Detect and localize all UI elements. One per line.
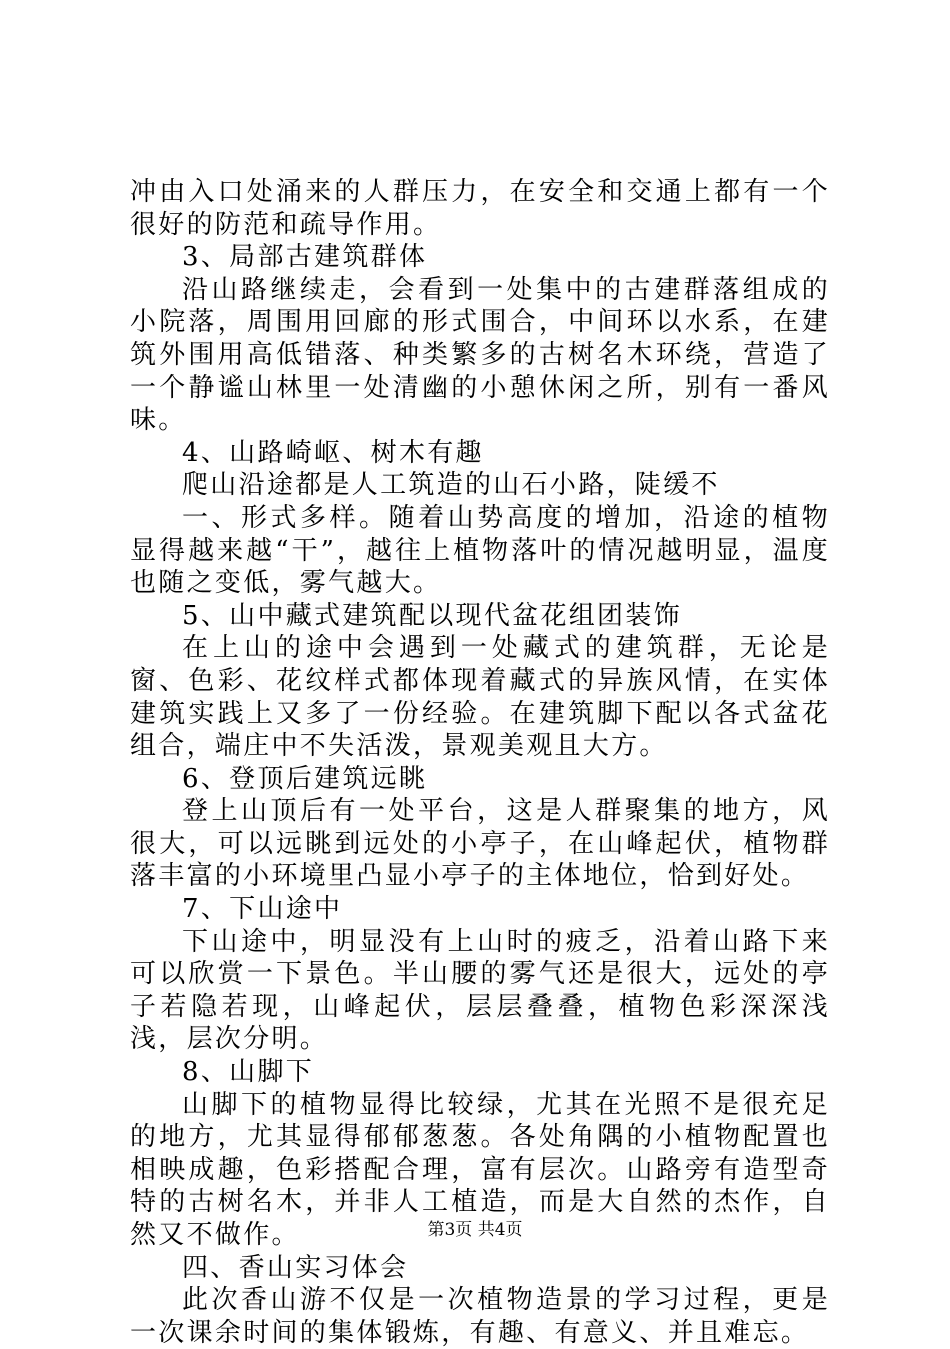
paragraph-summit-view: 登上山顶后有一处平台，这是人群聚集的地方，风很大，可以远眺到远处的小亭子，在山峰起伏，植物群落丰富的小环境里凸显小亭子的主体地位，恰到好处。 <box>130 796 830 892</box>
section-heading-four: 四、香山实习体会 <box>182 1252 409 1283</box>
page-number-label: 第3页 共4页 <box>427 1220 523 1240</box>
paragraph-reflection: 此次香山游不仅是一次植物造景的学习过程，更是一次课余时间的集体锻炼，有趣、有意义、并且难忘。 <box>130 1285 830 1348</box>
paragraph-tibetan-buildings: 在上山的途中会遇到一处藏式的建筑群，无论是窗、色彩、花纹样式都体现着藏式的异族风情，在实体建筑实践上又多了一份经验。在建筑脚下配以各式盆花组合，端庄中不失活泼，景观美观且大方。 <box>130 633 830 762</box>
section-heading-6: 6、登顶后建筑远眺 <box>182 763 428 794</box>
section-heading-7: 7、下山途中 <box>182 894 343 925</box>
section-heading-8: 8、山脚下 <box>182 1057 315 1088</box>
section-heading-3: 3、局部古建筑群体 <box>182 242 428 273</box>
page-footer <box>0 1215 950 1240</box>
paragraph-ancient-buildings: 沿山路继续走，会看到一处集中的古建群落组成的小院落，周围用回廊的形式围合，中间环以水系，在建筑外围用高低错落、种类繁多的古树名木环绕，营造了一个静谧山林里一处清幽的小憩休闲之所，别有一番风味。 <box>130 274 830 436</box>
paragraph-mountain-path-cont: 一、形式多样。随着山势高度的增加，沿途的植物显得越来越“干”，越往上植物落叶的情况越明显，温度也随之变低，雾气越大。 <box>130 502 830 599</box>
paragraph-descent: 下山途中，明显没有上山时的疲乏，沿着山路下来可以欣赏一下景色。半山腰的雾气还是很大，远处的亭子若隐若现，山峰起伏，层层叠叠，植物色彩深深浅浅，层次分明。 <box>130 926 830 1055</box>
document-body <box>130 176 830 1349</box>
section-heading-5: 5、山中藏式建筑配以现代盆花组团装饰 <box>182 600 682 631</box>
paragraph-continuation: 冲由入口处涌来的人群压力，在安全和交通上都有一个很好的防范和疏导作用。 <box>130 177 830 240</box>
paragraph-mountain-foot: 山脚下的植物显得比较绿，尤其在光照不是很充足的地方，尤其显得郁郁葱葱。各处角隅的小植物配置也相映成趣，色彩搭配合理，富有层次。山路旁有造型奇特的古树名木，并非人工植造，而是大自然的杰作，自然又不做作。 <box>130 1089 830 1250</box>
paragraph-mountain-path: 爬山沿途都是人工筑造的山石小路，陡缓不 <box>182 470 720 501</box>
section-heading-4: 4、山路崎岖、树木有趣 <box>182 437 484 468</box>
